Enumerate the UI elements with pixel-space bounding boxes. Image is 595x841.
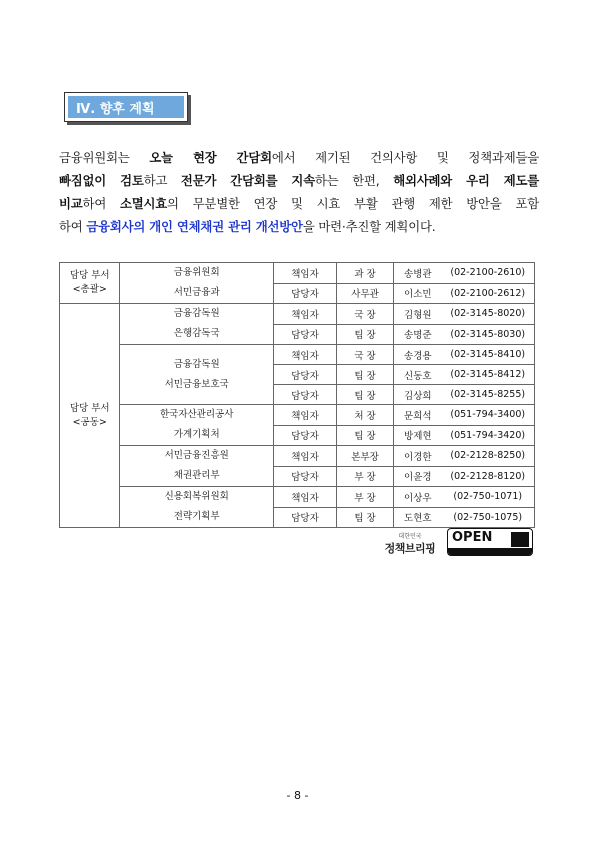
contact-phone: (051-794-3420)	[441, 425, 534, 446]
section-heading	[64, 92, 188, 122]
contact-phone: (02-750-1071)	[441, 487, 534, 508]
contact-role: 담당자	[274, 507, 337, 528]
org-cell: 서민금융진흥원 채권관리부	[120, 446, 274, 487]
paragraph-segment: 빠짐없이 검토	[59, 173, 144, 188]
contact-phone: (02-2128-8120)	[441, 466, 534, 487]
paragraph-segment: 오늘 현장 간담회	[149, 150, 272, 165]
contact-title: 부 장	[336, 466, 393, 487]
table-row	[60, 304, 535, 325]
contact-phone: (02-750-1075)	[441, 507, 534, 528]
paragraph-segment: 소멸시효	[119, 196, 168, 211]
paragraph-segment: 금융회사의 개인 연체채권 관리 개선방안	[86, 219, 303, 234]
paragraph-line	[59, 169, 539, 192]
paragraph-segment: 비교	[59, 196, 83, 211]
paragraph-line	[59, 192, 539, 215]
contact-phone: (02-3145-8020)	[441, 304, 534, 325]
contact-name: 김형원	[394, 304, 442, 325]
contact-name: 도현호	[394, 507, 442, 528]
contact-title: 국 장	[336, 345, 393, 365]
contact-role: 책임자	[274, 263, 337, 284]
paragraph-segment: 하여	[59, 219, 87, 234]
open-badge-text: OPEN	[452, 530, 493, 545]
plan-paragraph	[59, 146, 539, 238]
dept-joint-cell: 담당 부서 <공동>	[60, 304, 120, 528]
table-row	[60, 446, 535, 467]
contact-role: 책임자	[274, 405, 337, 426]
contact-name: 이윤경	[394, 466, 442, 487]
contact-phone: (051-794-3400)	[441, 405, 534, 426]
table-row	[60, 263, 535, 284]
dept-lead-cell: 담당 부서 <총괄>	[60, 263, 120, 304]
contact-title: 팀 장	[336, 507, 393, 528]
policy-briefing-logo	[380, 528, 440, 558]
paragraph-segment: 을 마련·추진할 계획이다.	[302, 219, 436, 234]
logo-small-text: 대한민국	[398, 532, 422, 540]
page-number: - 8 -	[286, 789, 309, 802]
table-row	[60, 405, 535, 426]
table-row	[60, 345, 535, 365]
contacts-table	[59, 262, 535, 528]
contact-role: 책임자	[274, 446, 337, 467]
contact-phone: (02-3145-8030)	[441, 324, 534, 345]
contact-phone: (02-2100-2612)	[441, 283, 534, 304]
contact-title: 국 장	[336, 304, 393, 325]
contact-name: 신동호	[394, 365, 442, 385]
contact-role: 담당자	[274, 466, 337, 487]
contact-name: 송병관	[394, 263, 442, 284]
paragraph-segment: 전문가 간담회를 지속	[180, 173, 315, 188]
paragraph-segment: 에서 제기된 건의사항 및 정책과제들을	[271, 150, 539, 165]
contact-role: 담당자	[274, 324, 337, 345]
contact-phone: (02-3145-8410)	[441, 345, 534, 365]
contact-title: 팀 장	[336, 425, 393, 446]
contact-name: 이경한	[394, 446, 442, 467]
paragraph-line	[59, 146, 539, 169]
table-row	[60, 487, 535, 508]
paragraph-segment: 하는 한편,	[314, 173, 394, 188]
org-cell: 금융위원회 서민금융과	[120, 263, 274, 304]
contact-role: 책임자	[274, 304, 337, 325]
contact-role: 담당자	[274, 283, 337, 304]
org-cell: 한국자산관리공사 가계기획처	[120, 405, 274, 446]
contact-phone: (02-3145-8255)	[441, 385, 534, 405]
contact-title: 본부장	[336, 446, 393, 467]
paragraph-segment: 의 무분별한 연장 및 시효 부활 관행 제한 방안을 포함	[167, 196, 539, 211]
contact-title: 팀 장	[336, 365, 393, 385]
contact-name: 송경용	[394, 345, 442, 365]
contact-phone: (02-2128-8250)	[441, 446, 534, 467]
contact-title: 처 장	[336, 405, 393, 426]
org-cell: 금융감독원 은행감독국	[120, 304, 274, 345]
contact-role: 담당자	[274, 425, 337, 446]
org-cell: 신용회복위원회 전략기획부	[120, 487, 274, 528]
paragraph-segment: 금융위원회는	[59, 150, 150, 165]
contact-title: 팀 장	[336, 324, 393, 345]
contact-title: 사무관	[336, 283, 393, 304]
section-heading-text: Ⅳ. 향후 계획	[68, 96, 184, 118]
contact-title: 팀 장	[336, 385, 393, 405]
contact-role: 책임자	[274, 487, 337, 508]
contact-phone: (02-2100-2610)	[441, 263, 534, 284]
license-person-icon	[511, 532, 529, 547]
logo-main-text: 정책브리핑	[384, 541, 436, 555]
paragraph-segment: 하여	[82, 196, 120, 211]
open-license-badge	[447, 528, 533, 556]
contact-role: 담당자	[274, 385, 337, 405]
contact-name: 문희석	[394, 405, 442, 426]
contact-name: 김상희	[394, 385, 442, 405]
license-strip	[448, 548, 532, 555]
contact-name: 송명준	[394, 324, 442, 345]
contact-title: 과 장	[336, 263, 393, 284]
contact-phone: (02-3145-8412)	[441, 365, 534, 385]
org-cell: 금융감독원 서민금융보호국	[120, 345, 274, 405]
contact-title: 부 장	[336, 487, 393, 508]
paragraph-line	[59, 215, 539, 238]
paragraph-segment: 하고	[143, 173, 181, 188]
contact-name: 이소민	[394, 283, 442, 304]
contact-role: 담당자	[274, 365, 337, 385]
paragraph-segment: 해외사례와 우리 제도를	[393, 173, 540, 188]
contact-name: 방제현	[394, 425, 442, 446]
contact-name: 이상우	[394, 487, 442, 508]
contact-role: 책임자	[274, 345, 337, 365]
